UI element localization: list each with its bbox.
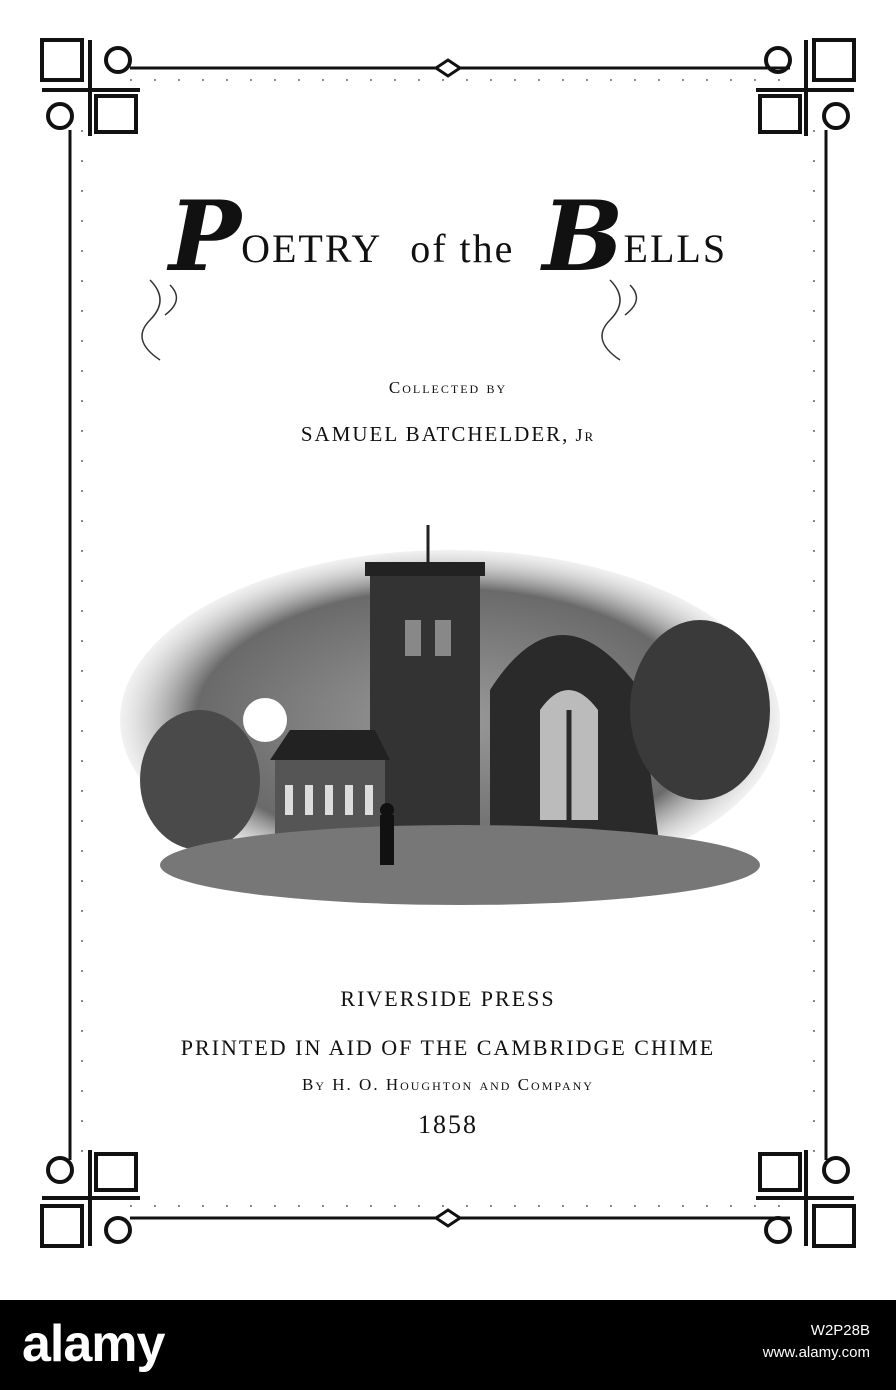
church-engraving-illustration [120, 520, 780, 920]
title-initial-p: P [168, 180, 242, 293]
publisher-line: By H. O. Houghton and Company [302, 1075, 594, 1094]
book-title [0, 180, 896, 293]
printed-in-aid-line: PRINTED IN AID OF THE CAMBRIDGE CHIME [180, 1035, 716, 1060]
author-suffix: Jr [575, 425, 596, 445]
title-word-bells: ELLS [623, 226, 728, 271]
corner-ornament-tr [756, 40, 854, 136]
title-word-poetry: OETRY [241, 226, 383, 271]
publication-year: 1858 [418, 1110, 478, 1139]
alamy-logo: alamy [22, 1315, 165, 1373]
corner-ornament-br [756, 1150, 854, 1246]
press-name: RIVERSIDE PRESS [340, 986, 556, 1011]
title-initial-b: B [542, 180, 624, 293]
corner-ornament-bl [42, 1150, 140, 1246]
collected-by-line: Collected by [388, 378, 508, 397]
watermark-bar [0, 1300, 896, 1390]
stock-site-url: www.alamy.com [762, 1344, 870, 1361]
author-name: SAMUEL BATCHELDER, [300, 422, 570, 446]
stock-image-id: W2P28B [810, 1322, 870, 1339]
author-line [0, 422, 896, 447]
corner-ornament-tl [42, 40, 140, 136]
stock-info [763, 1320, 870, 1364]
moon [243, 698, 287, 742]
title-word-of-the: of the [410, 226, 515, 271]
